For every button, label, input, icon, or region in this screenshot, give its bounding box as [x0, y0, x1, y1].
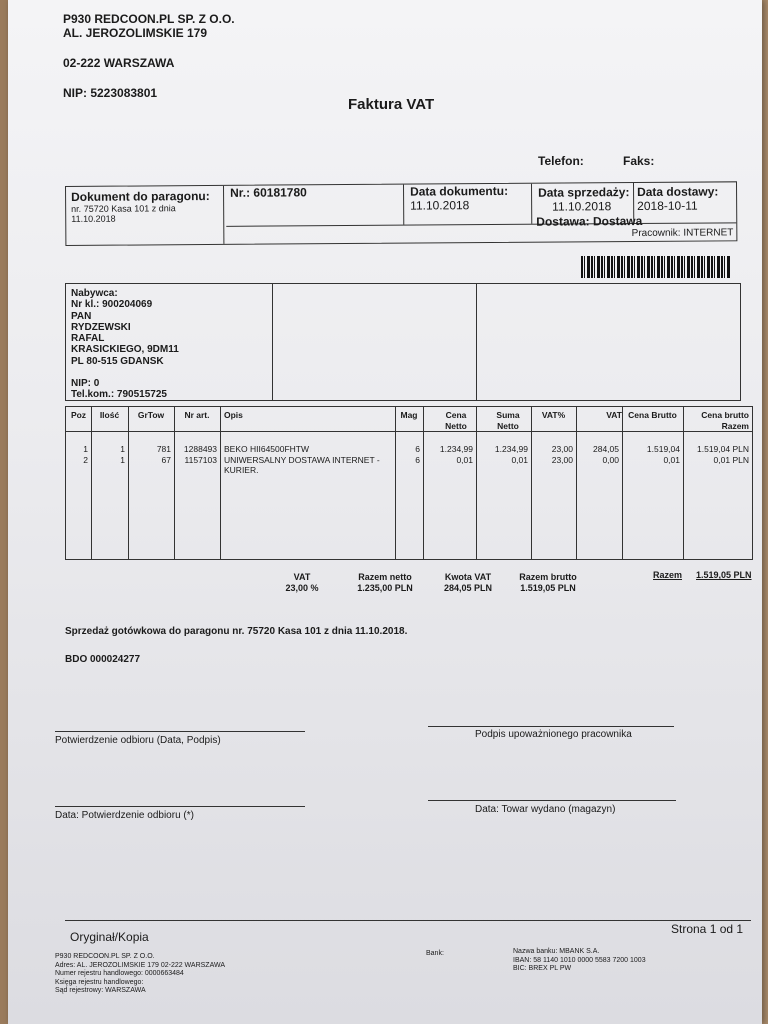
- column-divider: [531, 407, 532, 559]
- receipt-date-label: Data: Potwierdzenie odbioru (*): [55, 810, 194, 821]
- table-cell: 1: [83, 444, 88, 454]
- total-vat-amount-value: 284,05 PLN: [443, 583, 493, 593]
- grand-total-value: 1.519,05 PLN: [696, 570, 752, 580]
- buyer-line: Nr kl.: 900204069: [71, 299, 153, 311]
- table-cell: 1157103: [184, 455, 217, 465]
- column-divider: [128, 407, 129, 559]
- receipt-reference-cell: [66, 186, 224, 245]
- footer-divider: [65, 920, 751, 921]
- footer-line: Numer rejestru handlowego: 0000663484: [55, 970, 184, 977]
- column-divider: [423, 407, 424, 559]
- goods-issued-label: Data: Towar wydano (magazyn): [475, 804, 616, 815]
- footer-line: P930 REDCOON.PL SP. Z O.O.: [55, 953, 155, 960]
- column-header: Ilość: [99, 410, 120, 420]
- total-vat-rate: [272, 572, 332, 594]
- document-date: 11.10.2018: [410, 198, 470, 213]
- column-header: VAT%: [541, 410, 566, 420]
- column-header: Opis: [224, 410, 243, 420]
- buyer-column: [66, 284, 273, 400]
- document-date-label: Data dokumentu:: [409, 183, 509, 199]
- table-cell: 0,01 PLN: [713, 455, 749, 465]
- total-gross-label: Razem brutto: [519, 572, 577, 582]
- receipt-reference-detail: nr. 75720 Kasa 101 z dnia 11.10.2018: [71, 203, 176, 224]
- invoice-number: Nr.: 60181780: [230, 185, 307, 200]
- buyer-line: RAFAL: [71, 333, 105, 345]
- table-cell: 0,01: [511, 455, 528, 465]
- delivery-date-cell: [634, 182, 736, 223]
- column-header: Mag: [400, 410, 418, 420]
- column-header: Suma Netto: [496, 410, 520, 431]
- column-divider: [220, 407, 221, 559]
- sale-date-label: Data sprzedaży:: [538, 185, 630, 200]
- table-cell: BEKO HII64500FHTW: [224, 444, 310, 454]
- table-cell: 1: [120, 455, 125, 465]
- table-cell: 1.519,04: [646, 444, 680, 454]
- buyer-line: RYDZEWSKI: [71, 321, 131, 333]
- delivery-method: Dostawa: Dostawa: [536, 213, 643, 229]
- total-vat-rate-label: VAT: [293, 572, 311, 582]
- bdo-number: BDO 000024277: [65, 654, 141, 665]
- column-header: VAT: [606, 410, 622, 420]
- table-cell: UNIWERSALNY DOSTAWA INTERNET - KURIER.: [224, 455, 380, 475]
- invoice-number-cell: [226, 185, 404, 226]
- footer-line: Sąd rejestrowy: WARSZAWA: [55, 987, 146, 994]
- footer-line: IBAN: 58 1140 1010 0000 5583 7200 1003: [513, 956, 646, 964]
- column-header: GrTow: [137, 410, 165, 420]
- table-cell: 23,00: [551, 444, 573, 454]
- signature-line: [428, 726, 674, 727]
- table-cell: 2: [83, 455, 88, 465]
- column-divider: [91, 407, 92, 559]
- table-cell: 1.234,99: [494, 444, 528, 454]
- buyer-line: KRASICKIEGO, 9DM11: [71, 344, 179, 356]
- footer-line: Księga rejestru handlowego:: [55, 978, 144, 986]
- column-divider: [576, 407, 577, 559]
- seller-name: P930 REDCOON.PL SP. Z O.O.: [63, 12, 235, 26]
- column-divider: [622, 407, 623, 559]
- total-vat-amount-label: Kwota VAT: [444, 572, 492, 582]
- barcode: [581, 256, 731, 278]
- footer-line: Nazwa banku: MBANK S.A.: [513, 948, 600, 955]
- buyer-line: PAN: [71, 310, 92, 322]
- footer-bank: [513, 948, 646, 974]
- worker-label: Pracownik: INTERNET: [631, 227, 734, 240]
- buyer-box: [65, 283, 741, 401]
- grand-total-label: Razem: [653, 570, 683, 580]
- total-net-label: Razem netto: [358, 572, 412, 582]
- table-cell: 0,01: [456, 455, 473, 465]
- buyer-line: Nabywca:: [71, 288, 118, 299]
- column-header: Cena Brutto: [628, 410, 677, 420]
- buyer-line: NIP: 0: [71, 378, 100, 390]
- items-table: [65, 406, 753, 560]
- document-title: Faktura VAT: [348, 96, 435, 113]
- column-divider: [476, 407, 477, 559]
- buyer-line: Tel.kom.: 790515725: [71, 389, 167, 401]
- delivery-date: 2018-10-11: [637, 198, 698, 214]
- buyer-empty-column: [273, 284, 477, 400]
- table-header-divider: [66, 431, 752, 432]
- signature-line: [55, 806, 305, 807]
- total-net-value: 1.235,00 PLN: [357, 583, 413, 593]
- column-divider: [174, 407, 175, 559]
- table-cell: 1: [120, 444, 125, 454]
- signature-line: [428, 800, 676, 801]
- seller-city: 02-222 WARSZAWA: [63, 56, 175, 70]
- buyer-details: [71, 288, 179, 401]
- column-header: Nr art.: [184, 410, 210, 420]
- table-cell: 0,00: [602, 455, 619, 465]
- total-vat-rate-value: 23,00 %: [285, 583, 319, 593]
- total-gross-value: 1.519,05 PLN: [520, 583, 576, 593]
- phone-label: Telefon:: [538, 154, 584, 168]
- page-number: Strona 1 od 1: [671, 922, 744, 936]
- table-cell: 6: [415, 444, 420, 454]
- buyer-line: [71, 367, 179, 378]
- table-cell: 67: [161, 455, 171, 465]
- table-cell: 1288493: [183, 444, 217, 454]
- total-vat-amount: [428, 572, 508, 594]
- table-cell: 781: [156, 444, 171, 454]
- total-gross: [508, 572, 588, 594]
- seller-block: [63, 12, 235, 100]
- table-cell: 0,01: [663, 455, 680, 465]
- table-cell: 23,00: [551, 455, 573, 465]
- footer-line: Adres: AL. JEROZOLIMSKIE 179 02-222 WARSZAWA: [55, 961, 226, 969]
- document-info-box: [65, 181, 737, 246]
- footer-company: [55, 953, 225, 996]
- fax-label: Faks:: [623, 154, 655, 168]
- table-cell: 6: [415, 455, 420, 465]
- table-cell: 1.234,99: [439, 444, 473, 454]
- copy-label: Oryginał/Kopia: [70, 930, 149, 944]
- seller-street: AL. JEROZOLIMSKIE 179: [63, 26, 208, 40]
- payment-note: Sprzedaż gotówkowa do paragonu nr. 75720 Kasa 101 z dnia 11.10.2018.: [65, 626, 408, 637]
- footer-line: BIC: BREX PL PW: [513, 965, 572, 972]
- column-divider: [395, 407, 396, 559]
- receipt-reference-label: Dokument do paragonu:: [71, 188, 210, 204]
- seller-nip: NIP: 5223083801: [63, 86, 158, 100]
- column-header: Cena Netto: [445, 410, 467, 431]
- total-net: [342, 572, 428, 594]
- buyer-line: PL 80-515 GDANSK: [71, 355, 164, 367]
- document-date-cell: [406, 184, 532, 225]
- bank-label: Bank:: [426, 950, 444, 957]
- table-cell: 1.519,04 PLN: [697, 444, 749, 454]
- invoice-document: [8, 0, 762, 1024]
- column-header: Cena brutto Razem: [701, 410, 749, 431]
- receipt-signature-label: Potwierdzenie odbioru (Data, Podpis): [55, 735, 221, 746]
- authorized-signature-label: Podpis upoważnionego pracownika: [475, 729, 632, 740]
- sale-date: 11.10.2018: [552, 199, 612, 214]
- column-header: Poz: [70, 410, 87, 420]
- delivery-date-label: Data dostawy:: [637, 184, 719, 200]
- table-cell: 284,05: [593, 444, 619, 454]
- signature-line: [55, 731, 305, 732]
